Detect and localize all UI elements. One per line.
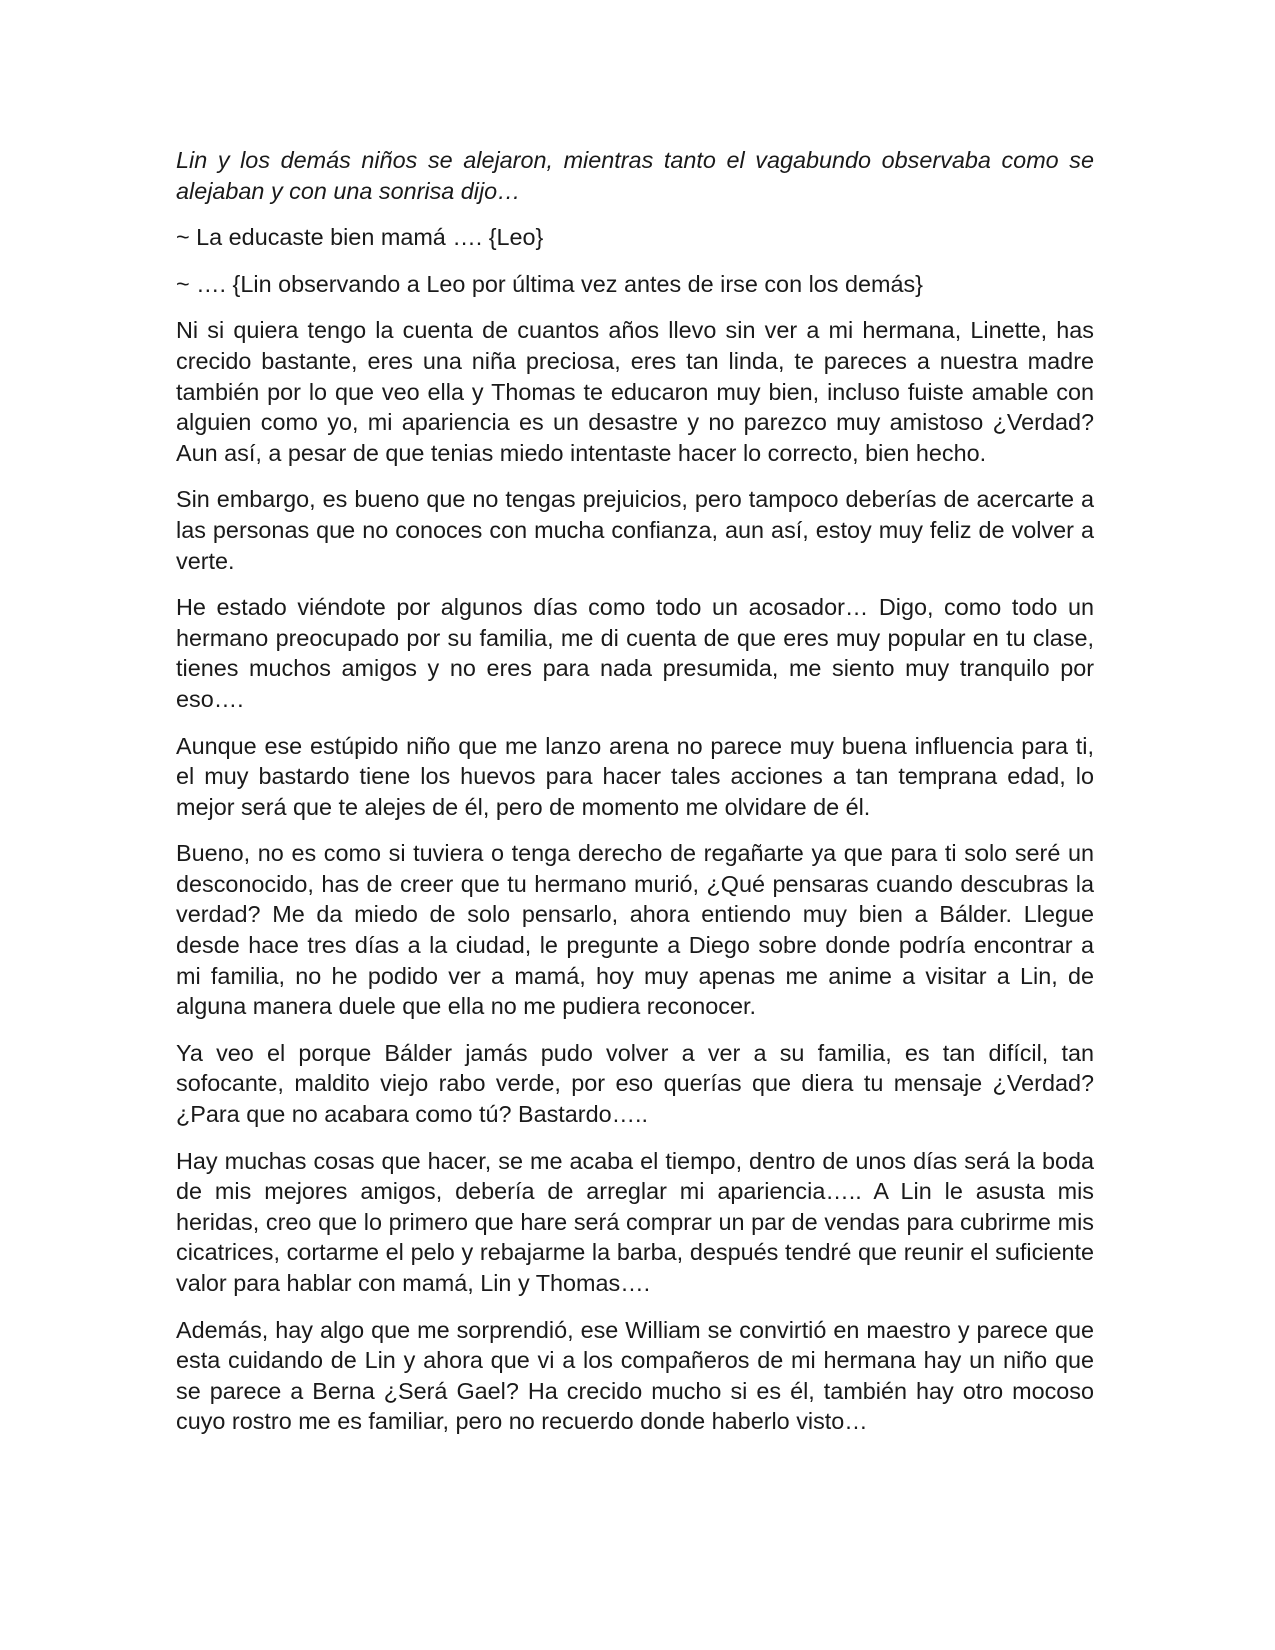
document-page [176,145,1094,1453]
body-paragraph: Bueno, no es como si tuviera o tenga derecho de regañarte ya que para ti solo seré un desconocido, has de creer que tu hermano murió, ¿Qué pensaras cuando descubras la verdad? Me da miedo de solo pensarlo, ahora entiendo muy bien a Bálder. Llegue desde hace tres días a la ciudad, le pregunte a Diego sobre donde podría encontrar a mi familia, no he podido ver a mamá, hoy muy apenas me anime a visitar a Lin, de alguna manera duele que ella no me pudiera reconocer. [176,840,1094,1020]
body-paragraph: Hay muchas cosas que hacer, se me acaba el tiempo, dentro de unos días será la boda de mis mejores amigos, debería de arreglar mi apariencia….. A Lin le asusta mis heridas, creo que lo primero que hare será comprar un par de vendas para cubrirme mis cicatrices, cortarme el pelo y rebajarme la barba, después tendré que reunir el suficiente valor para hablar con mamá, Lin y Thomas…. [176,1147,1094,1296]
body-paragraph: Además, hay algo que me sorprendió, ese William se convirtió en maestro y parece que esta cuidando de Lin y ahora que vi a los compañeros de mi hermana hay un niño que se parece a Berna ¿Será Gael? Ha crecido mucho si es él, también hay otro mocoso cuyo rostro me es familiar, pero no recuerdo donde haberlo visto… [176,1316,1094,1435]
body-paragraph: Aunque ese estúpido niño que me lanzo arena no parece muy buena influencia para ti, el muy bastardo tiene los huevos para hacer tales acciones a tan temprana edad, lo mejor será que te alejes de él, pero de momento me olvidare de él. [176,732,1094,820]
body-paragraph: Ya veo el porque Bálder jamás pudo volver a ver a su familia, es tan difícil, tan sofocante, maldito viejo rabo verde, por eso querías que diera tu mensaje ¿Verdad? ¿Para que no acabara como tú? Bastardo….. [176,1039,1094,1128]
body-paragraph: Sin embargo, es bueno que no tengas prejuicios, pero tampoco deberías de acercarte a las personas que no conoces con mucha confianza, aun así, estoy muy feliz de volver a verte. [176,486,1094,574]
body-paragraph: Ni si quiera tengo la cuenta de cuantos años llevo sin ver a mi hermana, Linette, has crecido bastante, eres una niña preciosa, eres tan linda, te pareces a nuestra madre también por lo que veo ella y Thomas te educaron muy bien, incluso fuiste amable con alguien como yo, mi apariencia es un desastre y no parezco muy amistoso ¿Verdad? Aun así, a pesar de que tenias miedo intentaste hacer lo correcto, bien hecho. [176,317,1094,466]
body-paragraph: He estado viéndote por algunos días como todo un acosador… Digo, como todo un hermano preocupado por su familia, me di cuenta de que eres muy popular en tu clase, tienes muchos amigos y no eres para nada presumida, me siento muy tranquilo por eso…. [176,594,1094,712]
narration-paragraph: Lin y los demás niños se alejaron, mientras tanto el vagabundo observaba como se alejaban y con una sonrisa dijo… [176,147,1094,204]
dialogue-line-leo: ~ La educaste bien mamá …. {Leo} [176,224,544,251]
dialogue-line-lin: ~ …. {Lin observando a Leo por última vez antes de irse con los demás} [176,270,923,297]
